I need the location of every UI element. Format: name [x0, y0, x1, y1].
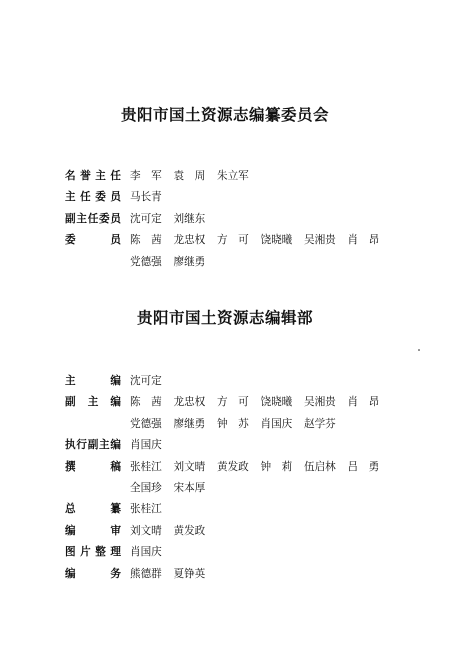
editorial-row — [65, 414, 395, 435]
editorial-row — [65, 457, 395, 478]
member-name: 夏铮英 — [173, 567, 206, 580]
committee-row — [65, 230, 395, 251]
member-name: 陈 茜 — [130, 396, 162, 409]
committee-roster — [65, 166, 395, 273]
member-name: 沈可定 — [130, 375, 162, 387]
role-label: 委 员 — [65, 234, 121, 247]
role-label: 图片整理 — [65, 546, 121, 559]
member-name: 肖 昂 — [347, 396, 380, 409]
member-name: 肖 昂 — [347, 234, 380, 247]
member-name: 肖国庆 — [130, 546, 162, 559]
member-name: 党德强 — [130, 255, 162, 268]
editorial-row — [65, 435, 395, 456]
member-name: 沈可定 — [130, 212, 162, 225]
member-name: 黄发政 — [173, 524, 206, 537]
editorial-row — [65, 371, 395, 392]
page-speck — [418, 349, 420, 351]
member-name: 吕 勇 — [347, 460, 380, 473]
member-name: 钟 莉 — [260, 460, 293, 473]
role-label: 副 主 编 — [65, 396, 121, 409]
member-name: 饶晓曦 — [260, 396, 293, 409]
member-name: 肖国庆 — [130, 439, 162, 452]
member-name: 刘文晴 — [173, 460, 206, 473]
role-label: 执行副主编 — [65, 439, 121, 452]
member-name: 钟 苏 — [217, 417, 249, 430]
committee-row — [65, 252, 395, 273]
member-name: 李 军 — [130, 170, 162, 182]
member-name: 刘继东 — [173, 212, 206, 225]
role-label: 编 务 — [65, 567, 121, 580]
member-name: 吴湘贵 — [304, 396, 336, 409]
member-name: 黄发政 — [217, 460, 249, 473]
member-name: 朱立军 — [217, 170, 249, 182]
member-name: 龙忠权 — [173, 396, 206, 409]
member-name: 宋本厚 — [173, 481, 206, 494]
role-label: 编 审 — [65, 524, 121, 537]
role-label: 主任委员 — [65, 191, 121, 204]
member-name: 袁 周 — [173, 170, 206, 182]
editorial-row — [65, 499, 395, 520]
member-name: 马长青 — [130, 191, 162, 204]
member-name: 全国珍 — [130, 481, 162, 494]
member-name: 刘文晴 — [130, 524, 162, 537]
member-name: 吴湘贵 — [304, 234, 336, 247]
member-name: 张桂江 — [130, 503, 162, 516]
member-name: 陈 茜 — [130, 234, 162, 247]
editorial-row — [65, 542, 395, 563]
member-name: 廖继勇 — [173, 255, 206, 268]
member-name: 龙忠权 — [173, 234, 206, 247]
member-name: 熊德群 — [130, 567, 162, 580]
editorial-row — [65, 392, 395, 413]
role-label: 名誉主任 — [65, 170, 121, 182]
member-name: 党德强 — [130, 417, 162, 430]
editorial-row — [65, 478, 395, 499]
member-name: 方 可 — [217, 234, 249, 247]
editorial-roster — [65, 371, 395, 585]
role-label: 撰 稿 — [65, 460, 121, 473]
member-name: 廖继勇 — [173, 417, 206, 430]
committee-row — [65, 209, 395, 230]
member-name: 方 可 — [217, 396, 249, 409]
editorial-row — [65, 521, 395, 542]
committee-title: 贵阳市国土资源志编纂委员会 — [120, 106, 329, 124]
committee-row — [65, 187, 395, 208]
role-label: 主 编 — [65, 375, 121, 387]
role-label: 副主任委员 — [65, 212, 121, 225]
member-name: 肖国庆 — [260, 417, 293, 430]
member-name: 赵学芬 — [304, 417, 336, 430]
editorial-row — [65, 564, 395, 585]
member-name: 张桂江 — [130, 460, 162, 473]
member-name: 伍启林 — [304, 460, 336, 473]
role-label: 总 纂 — [65, 503, 121, 516]
committee-row — [65, 166, 395, 187]
editorial-title: 贵阳市国土资源志编辑部 — [136, 309, 313, 327]
member-name: 饶晓曦 — [260, 234, 293, 247]
